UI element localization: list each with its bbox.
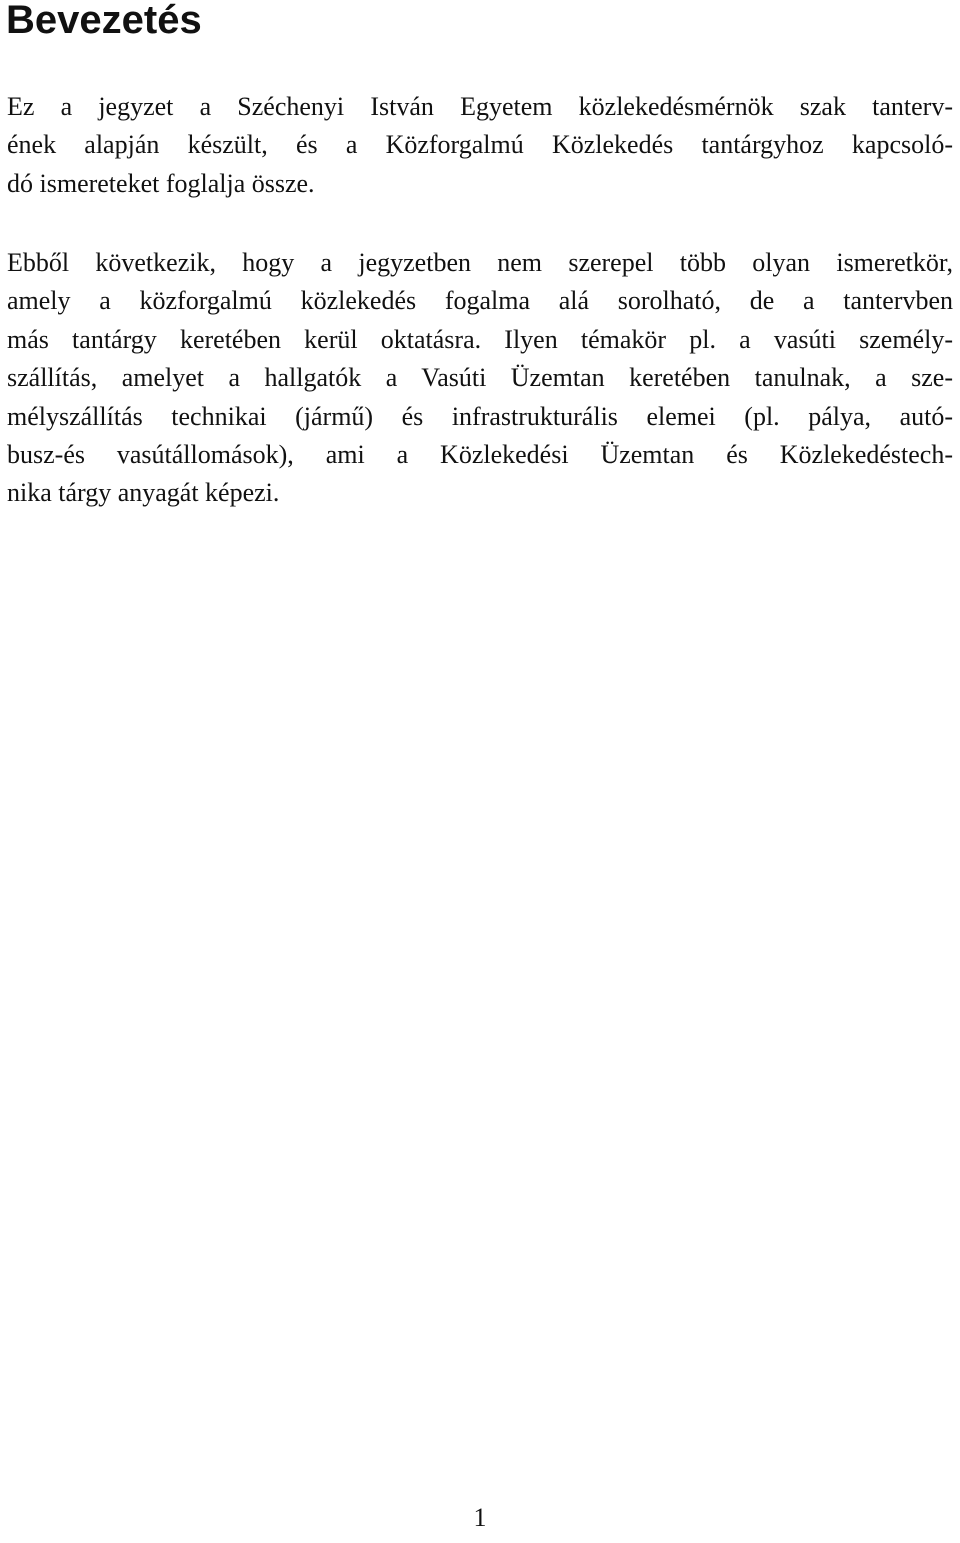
text-line: más tantárgy keretében kerül oktatásra. Ilyen témakör pl. a vasúti személy- — [7, 324, 953, 354]
text-line: dó ismereteket foglalja össze. — [7, 168, 315, 198]
text-line: amely a közforgalmú közlekedés fogalma alá sorolható, de a tantervben — [7, 286, 953, 316]
text-line: ének alapján készült, és a Közforgalmú Közlekedés tantárgyhoz kapcsoló- — [7, 130, 953, 160]
paragraph-scope — [7, 244, 953, 513]
text-line: Ebből következik, hogy a jegyzetben nem szerepel több olyan ismeretkör, — [7, 248, 953, 277]
paragraph-intro — [7, 88, 953, 203]
text-line: nika tárgy anyagát képezi. — [7, 478, 280, 508]
text-line: Ez a jegyzet a Széchenyi István Egyetem közlekedésmérnök szak tanterv- — [7, 92, 953, 121]
text-line: busz-és vasútállomások), ami a Közlekedési Üzemtan és Közlekedéstech- — [7, 440, 953, 470]
page-number: 1 — [473, 1503, 487, 1532]
text-line: mélyszállítás technikai (jármű) és infrastrukturális elemei (pl. pálya, autó- — [7, 401, 953, 431]
text-line: szállítás, amelyet a hallgatók a Vasúti Üzemtan keretében tanulnak, a sze- — [7, 363, 953, 393]
section-heading: Bevezetés — [6, 0, 202, 42]
